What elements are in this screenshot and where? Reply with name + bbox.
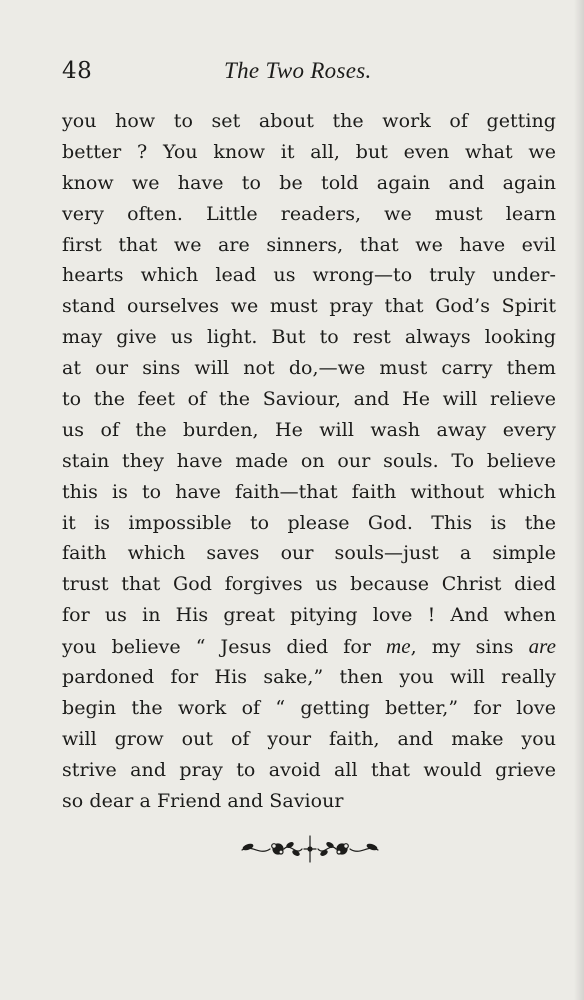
text-line <box>62 322 556 353</box>
text-line <box>62 477 556 508</box>
text-line <box>62 693 556 724</box>
text-line <box>62 415 556 446</box>
text-segment: know we have to be told again and again <box>62 171 556 194</box>
text-segment: to the feet of the Saviour, and He will relieve <box>62 388 556 411</box>
text-line <box>62 755 556 786</box>
text-segment: will grow out of your faith, and make you <box>62 727 556 750</box>
text-line <box>62 631 556 662</box>
text-line <box>62 446 556 477</box>
text-segment: trust that God forgives us because Christ died <box>62 573 556 596</box>
text-segment: so dear a Friend and Saviour <box>62 789 344 812</box>
text-line <box>62 569 556 600</box>
text-line <box>62 137 556 168</box>
text-segment: may give us light. But to rest always looking <box>62 326 556 349</box>
text-segment: strive and pray to avoid all that would grieve <box>62 758 556 781</box>
text-segment: you how to set about the work of getting <box>62 110 556 132</box>
text-line <box>62 353 556 384</box>
page-edge-shadow <box>574 0 584 1000</box>
text-line <box>62 600 556 631</box>
text-line <box>62 786 556 817</box>
text-line <box>62 260 556 291</box>
running-title: The Two Roses. <box>224 58 372 83</box>
text-line <box>62 724 556 755</box>
text-segment: stain they have made on our souls. To believe <box>62 449 556 472</box>
emphasis-text: me <box>386 634 411 659</box>
text-line <box>62 384 556 415</box>
text-segment: very often. Little readers, we must learn <box>62 202 556 225</box>
floral-tailpiece-icon <box>238 834 382 864</box>
text-line <box>62 538 556 569</box>
text-segment: this is to have faith—that faith without which <box>62 480 556 503</box>
text-line <box>62 230 556 261</box>
text-segment: faith which saves our souls—just a simple <box>62 542 556 565</box>
emphasis-text: are <box>528 634 556 659</box>
text-segment: first that we are sinners, that we have evil <box>62 233 556 256</box>
body-text <box>62 106 556 816</box>
text-segment: it is impossible to please God. This is the <box>62 511 556 534</box>
text-segment: , my sins <box>410 636 529 659</box>
text-segment: pardoned for His sake,” then you will really <box>62 666 556 689</box>
text-line <box>62 199 556 230</box>
text-segment: stand ourselves we must pray that God’s Spirit <box>62 295 556 318</box>
text-line <box>62 106 556 137</box>
text-segment: better ? You know it all, but even what we <box>62 140 556 163</box>
text-segment: begin the work of “ getting better,” for love <box>62 696 556 719</box>
running-header <box>62 58 522 88</box>
text-line <box>62 508 556 539</box>
text-segment: you believe “ Jesus died for <box>62 636 386 659</box>
text-line <box>62 291 556 322</box>
text-segment: us of the burden, He will wash away every <box>62 418 556 441</box>
text-segment: for us in His great pitying love ! And when <box>62 604 556 627</box>
page-number: 48 <box>62 58 93 84</box>
text-segment: hearts which lead us wrong—to truly under- <box>62 264 556 287</box>
text-line <box>62 662 556 693</box>
text-line <box>62 168 556 199</box>
text-segment: at our sins will not do,—we must carry them <box>62 357 556 380</box>
